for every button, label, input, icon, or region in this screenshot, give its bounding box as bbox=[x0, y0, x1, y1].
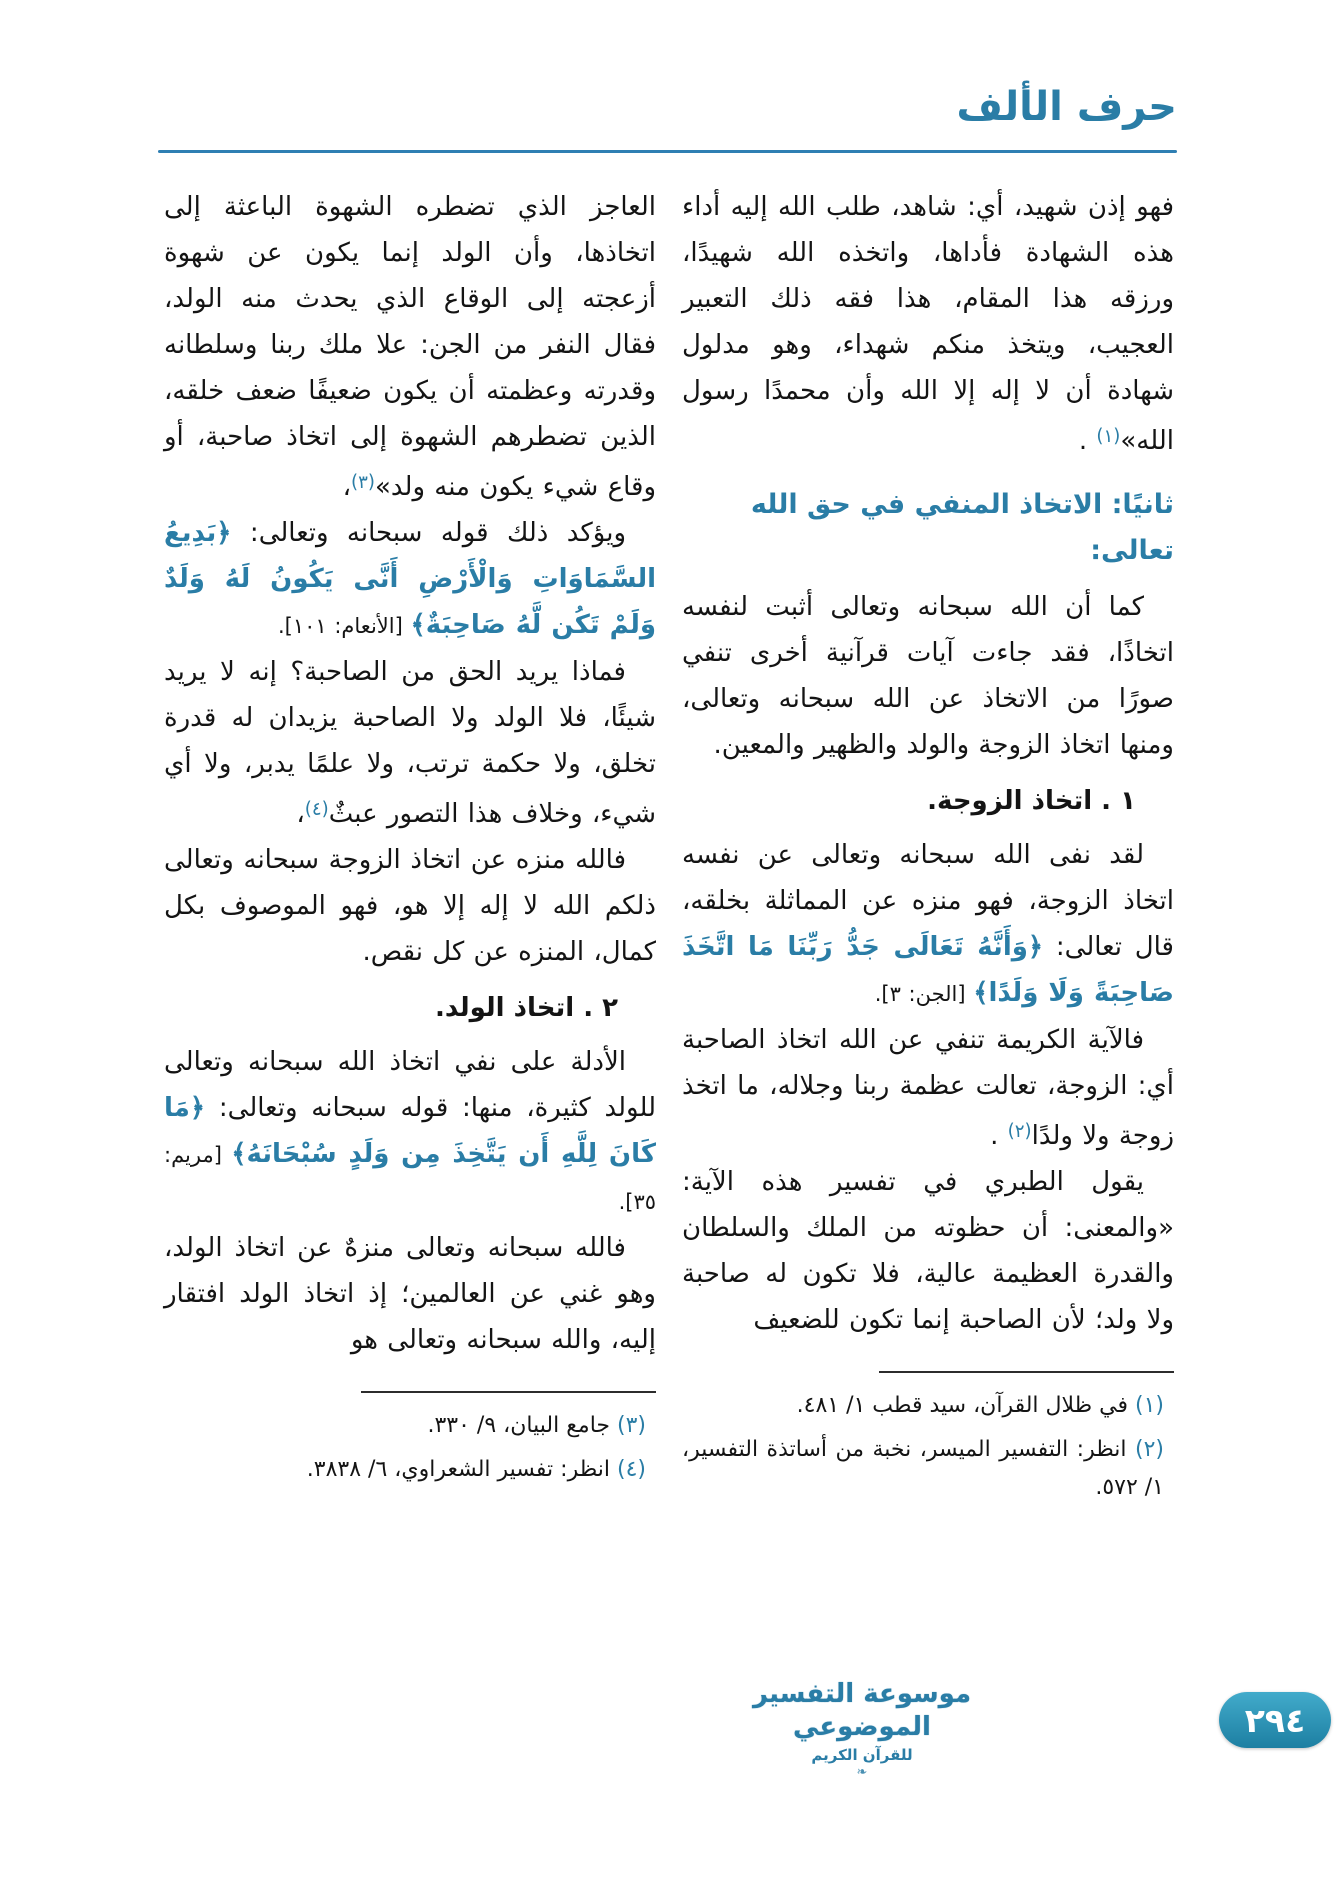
emblem-flourish-icon: ❧ bbox=[856, 1765, 868, 1780]
paragraph bbox=[164, 1225, 656, 1363]
publisher-emblem bbox=[737, 1678, 987, 1779]
text-run: فهو إذن شهيد، أي: شاهد، طلب الله إليه أداء هذه الشهادة فأداها، واتخذه الله شهيدًا، ورزقه هذا المقام، هذا فقه ذلك التعبير العجيب، ويتخذ منكم شهداء، وهو مدلول شهادة أن لا إله إلا الله وأن محمدًا رسول الله» bbox=[682, 192, 1174, 456]
text-columns bbox=[164, 184, 1174, 1513]
text-run: فالله سبحانه وتعالى منزهٌ عن اتخاذ الولد، وهو غني عن العالمين؛ إذ اتخاذ الولد افتقار إليه، والله سبحانه وتعالى هو bbox=[164, 1233, 656, 1355]
emblem-title: موسوعة التفسير الموضوعي bbox=[752, 1679, 972, 1742]
paragraph bbox=[682, 832, 1174, 1017]
footnote bbox=[682, 1431, 1174, 1507]
page-number-badge: ٢٩٤ bbox=[1219, 1692, 1331, 1748]
quran-verse: ﴿وَأَنَّهُ تَعَالَى جَدُّ رَبِّنَا مَا اتَّخَذَ صَاحِبَةً وَلَا وَلَدًا﴾ bbox=[682, 932, 1174, 1008]
column-right bbox=[682, 184, 1174, 1513]
heading-bold bbox=[164, 985, 656, 1031]
text-run: ثانيًا: الاتخاذ المنفي في حق الله تعالى: bbox=[750, 489, 1174, 566]
text-run: . bbox=[1078, 426, 1097, 456]
paragraph bbox=[164, 837, 656, 975]
text-run: فالله منزه عن اتخاذ الزوجة سبحانه وتعالى ذلكم الله لا إله إلا هو، فهو الموصوف بكل كمال، المنزه عن كل نقص. bbox=[164, 845, 656, 967]
heading-accent bbox=[682, 482, 1174, 574]
paragraph bbox=[164, 510, 656, 649]
paragraph bbox=[682, 584, 1174, 768]
text-run: ٢ . اتخاذ الولد. bbox=[434, 993, 618, 1023]
footnote-separator-left bbox=[361, 1391, 656, 1393]
quran-verse: ﴿بَدِيعُ السَّمَاوَاتِ وَالْأَرْضِ أَنَّى يَكُونُ لَهُ وَلَدٌ وَلَمْ تَكُن لَّهُ صَاحِبَةٌ﴾ bbox=[164, 518, 656, 640]
verse-citation: [الأنعام: ١٠١]. bbox=[277, 614, 411, 638]
continuation bbox=[164, 184, 656, 510]
footnote-number: (٢) bbox=[1126, 1437, 1165, 1462]
verse-citation: [الجن: ٣]. bbox=[874, 982, 974, 1006]
text-run: ، bbox=[342, 472, 351, 502]
quran-verse: ﴿مَا كَانَ لِلَّهِ أَن يَتَّخِذَ مِن وَلَدٍ سُبْحَانَهُ﴾ bbox=[164, 1093, 656, 1169]
footnote bbox=[682, 1387, 1174, 1425]
footnote-marker: (٣) bbox=[350, 472, 375, 493]
text-run: الأدلة على نفي اتخاذ الله سبحانه وتعالى للولد كثيرة، منها: قوله سبحانه وتعالى: bbox=[164, 1047, 656, 1123]
paragraph bbox=[164, 649, 656, 837]
footnote-text: انظر: التفسير الميسر، نخبة من أساتذة التفسير، ١/ ٥٧٢. bbox=[682, 1437, 1164, 1500]
column-right-footnotes bbox=[682, 1387, 1174, 1507]
footnote-text: جامع البيان، ٩/ ٣٣٠. bbox=[427, 1413, 610, 1438]
column-left-blocks bbox=[164, 184, 656, 1363]
footnote bbox=[164, 1451, 656, 1489]
footnote-number: (١) bbox=[1128, 1393, 1164, 1418]
text-run: كما أن الله سبحانه وتعالى أثبت لنفسه اتخاذًا، فقد جاءت آيات قرآنية أخرى تنفي صورًا من الاتخاذ عن الله سبحانه وتعالى، ومنها اتخاذ الزوجة والولد والظهير والمعين. bbox=[682, 592, 1174, 760]
text-run: . bbox=[990, 1121, 1008, 1151]
text-run: ١ . اتخاذ الزوجة. bbox=[927, 786, 1136, 816]
text-run: يقول الطبري في تفسير هذه الآية: «والمعنى: أن حظوته من الملك والسلطان والقدرة العظيمة عالية، فلا تكون له صاحبة ولا ولد؛ لأن الصاحبة إنما تكون للضعيف bbox=[682, 1167, 1174, 1335]
footnote-number: (٤) bbox=[610, 1457, 646, 1482]
footnote bbox=[164, 1407, 656, 1445]
header-rule bbox=[158, 150, 1177, 153]
emblem-subtitle: للقرآن الكريم bbox=[811, 1746, 913, 1764]
heading-bold bbox=[682, 778, 1174, 824]
column-right-blocks bbox=[682, 184, 1174, 1343]
column-left bbox=[164, 184, 656, 1495]
chapter-header: حرف الألف bbox=[956, 84, 1177, 130]
continuation bbox=[682, 184, 1174, 464]
text-run: ويؤكد ذلك قوله سبحانه وتعالى: bbox=[231, 518, 626, 548]
text-run: العاجز الذي تضطره الشهوة الباعثة إلى اتخاذها، وأن الولد إنما يكون عن شهوة أزعجته إلى الوقاع الذي يحدث منه الولد، فقال النفر من الجن: علا ملك ربنا وسلطانه وقدرته وعظمته أن يكون ضعيفًا ضعف خلقه، الذين تضطرهم الشهوة إلى اتخاذ صاحبة، أو وقاع شيء يكون منه ولد» bbox=[164, 192, 656, 502]
verse-citation: [مريم: ٣٥]. bbox=[164, 1143, 656, 1214]
paragraph bbox=[682, 1159, 1174, 1343]
footnote-marker: (٢) bbox=[1007, 1121, 1032, 1142]
paragraph bbox=[164, 1039, 656, 1225]
footnote-number: (٣) bbox=[610, 1413, 646, 1438]
footnote-separator-right bbox=[879, 1371, 1174, 1373]
text-run: ، bbox=[296, 799, 305, 829]
text-run: فماذا يريد الحق من الصاحبة؟ إنه لا يريد شيئًا، فلا الولد ولا الصاحبة يزيدان له قدرة تخلق، ولا حكمة ترتب، ولا علمًا يدبر، ولا أي شيء، وخلاف هذا التصور عبثٌ bbox=[164, 657, 656, 829]
footnote-text: في ظلال القرآن، سيد قطب ١/ ٤٨١. bbox=[796, 1393, 1128, 1418]
footnote-marker: (٤) bbox=[304, 799, 329, 820]
text-run: لقد نفى الله سبحانه وتعالى عن نفسه اتخاذ الزوجة، فهو منزه عن المماثلة بخلقه، قال تعالى: bbox=[682, 840, 1174, 962]
footnote-text: انظر: تفسير الشعراوي، ٦/ ٣٨٣٨. bbox=[306, 1457, 610, 1482]
column-left-footnotes bbox=[164, 1407, 656, 1489]
text-run: فالآية الكريمة تنفي عن الله اتخاذ الصاحبة أي: الزوجة، تعالت عظمة ربنا وجلاله، ما اتخذ زوجة ولا ولدًا bbox=[682, 1025, 1174, 1151]
paragraph bbox=[682, 1017, 1174, 1159]
footnote-marker: (١) bbox=[1096, 426, 1121, 447]
